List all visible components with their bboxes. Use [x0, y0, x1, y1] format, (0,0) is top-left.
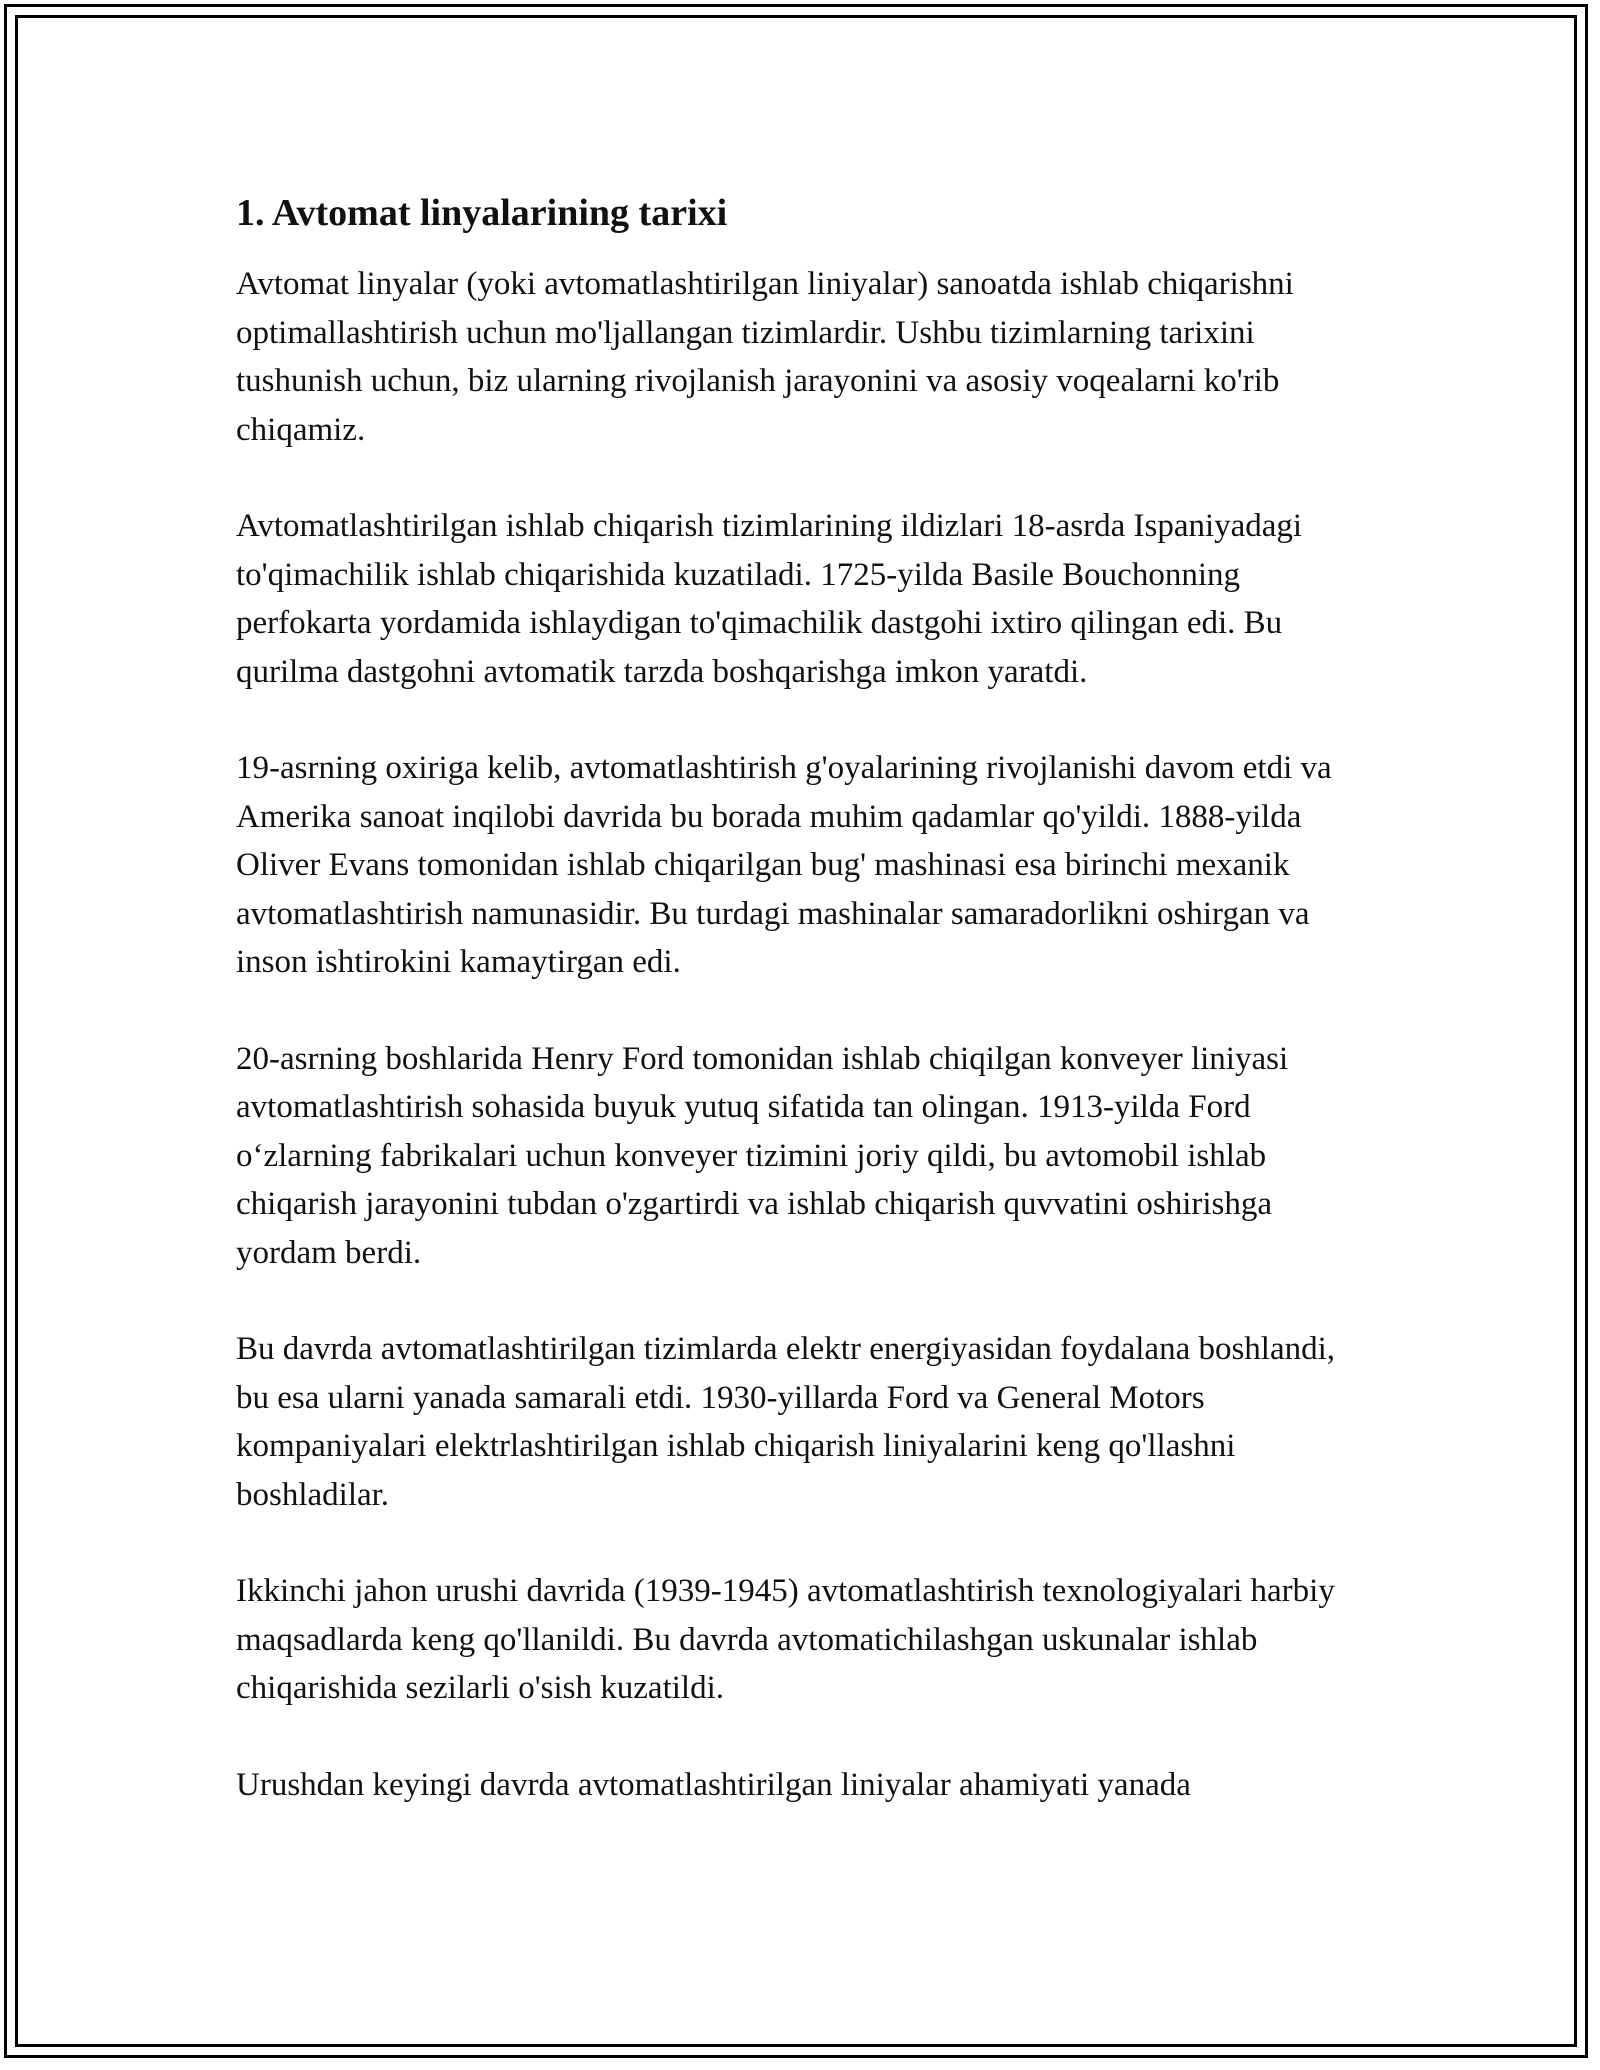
section-heading: 1. Avtomat linyalarining tarixi [236, 192, 728, 234]
paragraph-4: 20-asrning boshlarida Henry Ford tomonidan ishlab chiqilgan konveyer liniyasi avtomatlashtirish sohasida buyuk yutuq sifatida tan olingan. 1913-yilda Ford o‘zlarning fabrikalari uchun konveyer tizimini joriy qildi, bu avtomobil ishlab chiqarish jarayonini tubdan o'zgartirdi va ishlab chiqarish quvvatini oshirishga yordam berdi. [236, 1040, 1289, 1271]
paragraph-7: Urushdan keyingi davrda avtomatlashtirilgan liniyalar ahamiyati yanada [236, 1766, 1191, 1803]
paragraph-6: Ikkinchi jahon urushi davrida (1939-1945) avtomatlashtirish texnologiyalari harbiy maqsadlarda keng qo'llanildi. Bu davrda avtomatichilashgan uskunalar ishlab chiqarishida sezilarli o'sish kuzatildi. [236, 1573, 1335, 1706]
paragraph-2: Avtomatlashtirilgan ishlab chiqarish tizimlarining ildizlari 18-asrda Ispaniyadagi to'qimachilik ishlab chiqarishida kuzatiladi. 1725-yilda Basile Bouchonning perfokarta yordamida ishlaydigan to'qimachilik dastgohi ixtiro qilingan edi. Bu qurilma dastgohni avtomatik tarzda boshqarishga imkon yaratdi. [236, 508, 1303, 690]
paragraph-3: 19-asrning oxiriga kelib, avtomatlashtirish g'oyalarining rivojlanishi davom etdi va Amerika sanoat inqilobi davrida bu borada muhim qadamlar qo'yildi. 1888-yilda Oliver Evans tomonidan ishlab chiqarilgan bug' mashinasi esa birinchi mexanik avtomatlashtirish namunasidir. Bu turdagi mashinalar samaradorlikni oshirgan va inson ishtirokini kamaytirgan edi. [236, 750, 1332, 980]
document-body [236, 186, 1366, 1857]
paragraph-5: Bu davrda avtomatlashtirilgan tizimlarda elektr energiyasidan foydalana boshlandi, bu esa ularni yanada samarali etdi. 1930-yillarda Ford va General Motors kompaniyalari elektrlashtirilgan ishlab chiqarish liniyalarini keng qo'llashni boshladilar. [236, 1331, 1336, 1513]
paragraph-1: Avtomat linyalar (yoki avtomatlashtirilgan liniyalar) sanoatda ishlab chiqarishni optimallashtirish uchun mo'ljallangan tizimlardir. Ushbu tizimlarning tarixini tushunish uchun, biz ularning rivojlanish jarayonini va asosiy voqealarni ko'rib chiqamiz. [236, 266, 1294, 448]
